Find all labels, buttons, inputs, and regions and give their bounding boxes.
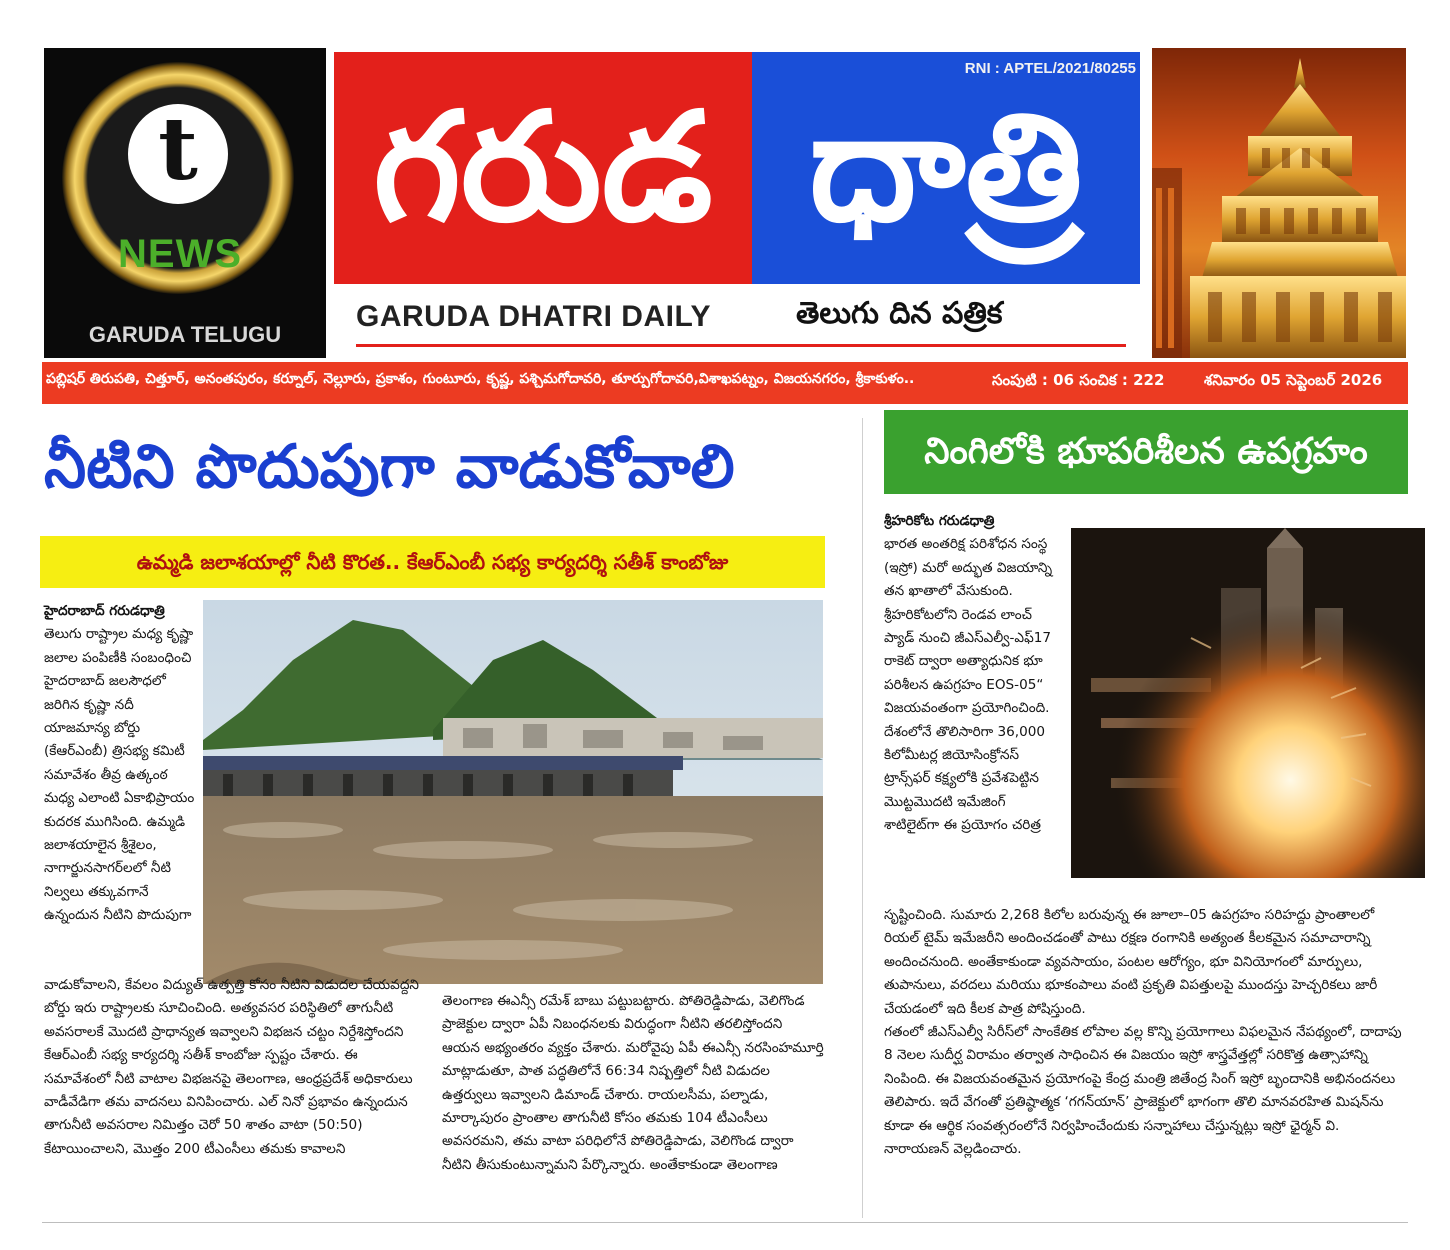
bottom-rule (42, 1222, 1408, 1223)
story2-column-1 (884, 510, 1062, 838)
masthead-title-left: గరుడ (373, 81, 713, 255)
logo-letter: t (158, 99, 198, 200)
masthead-english-name: GARUDA DHATRI DAILY (356, 300, 712, 333)
rni-number: RNI : APTEL/2021/80255 (964, 60, 1136, 77)
temple-image (1152, 48, 1406, 358)
edition-places: పబ్లిషర్ తిరుపతి, చిత్తూర్, అనంతపురం, కర్నూల్, నెల్లూరు, ప్రకాశం, గుంటూరు, కృష్ణ, పశ్చిమగోదావరి, తూర్పుగోదావరి,విశాఖపట్నం, విజయనగరం, శ్రీకాకుళం.. (46, 371, 915, 387)
story1-text-1: తెలుగు రాష్ట్రాల మధ్య కృష్ణా జలాల పంపిణీకి సంబంధించి హైదరాబాద్ జలసౌధలో జరిగిన కృష్ణా నదీ యాజమాన్య బోర్డు (కేఆర్ఎంబీ) త్రిసభ్య కమిటీ సమావేశం తీవ్ర ఉత్కంఠ మధ్య ఎలాంటి ఏకాభిప్రాయం కుదరక ముగిసింది. ఉమ్మడి జలాశయాలైన శ్రీశైలం, నాగార్జునసాగర్‌లలో నీటి నిల్వలు తక్కువగానే ఉన్నందున నీటిని పొదుపుగా (44, 626, 195, 924)
story2-paragraph-2: గతంలో జీఎస్ఎల్వీ సిరీస్‌లో సాంకేతిక లోపాల వల్ల కొన్ని ప్రయోగాలు విఫలమైన నేపథ్యంలో, దాదాపు 8 నెలల సుదీర్ఘ విరామం తర్వాత సాధించిన ఈ విజయం ఇస్రో శాస్త్రవేత్తల్లో సరికొత్త ఉత్సాహాన్ని నింపింది. ఈ విజయవంతమైన ప్రయోగంపై కేంద్ర మంత్రి జితేంద్ర సింగ్ ఇస్రో బృందానికి అభినందనలు తెలిపారు. ఇదే వేగంతో ప్రతిష్ఠాత్మక ‘గగన్‌యాన్’ ప్రాజెక్టులో భాగంగా తొలి మానవరహిత మిషన్‌ను కూడా ఈ ఆర్థిక సంవత్సరంలోనే నిర్వహించేందుకు సన్నాహాలు చేస్తున్నట్లు ఇస్రో ఛైర్మన్ వి. నారాయణన్ వెల్లడించారు. (884, 1024, 1402, 1158)
logo-caption: GARUDA TELUGU (88, 322, 282, 347)
story1-column-1-continued: వాడుకోవాలని, కేవలం విద్యుత్ ఉత్పత్తి కోసం నీటిని విడుదల చేయవద్దని బోర్డు ఇరు రాష్ట్రాలకు సూచించింది. అత్యవసర పరిస్థితిలో తాగునీటి అవసరాలకే మొదటి ప్రాధాన్యత ఇవ్వాలని విభజన చట్టం నిర్దేశిస్తోందని కేఆర్ఎంబీ సభ్య కార్యదర్శి సతీశ్ కాంబోజు స్పష్టం చేశారు. ఈ సమావేశంలో నీటి వాటాల విభజనపై తెలంగాణ, ఆంధ్రప్రదేశ్ అధికారులు వాడీవేడిగా తమ వాదనలు వినిపించారు. ఎల్ నినో ప్రభావం ఉన్నందున తాగునీటి అవసరాల నిమిత్తం చెరో 50 శాతం వాటా (50:50) కేటాయించాలని, మొత్తం 200 టీఎంసీలు తమకు కావాలని (44, 977, 419, 1157)
edition-strip (42, 362, 1408, 404)
story2-column-wide (884, 904, 1408, 1161)
story1-subhead: ఉమ్మడి జలాశయాల్లో నీటి కొరత.. కేఆర్ఎంబీ సభ్య కార్యదర్శి సతీశ్ కాంబోజు (136, 550, 729, 574)
story2-dateline: శ్రీహరికోట గరుడధాత్రి (884, 513, 995, 529)
story1-dateline: హైదరాబాద్ గరుడధాత్రి (44, 603, 165, 619)
masthead-title-right: ధాత్రి (809, 81, 1083, 255)
story2-paragraph-1: సృష్టించింది. సుమారు 2,268 కిలోల బరువున్న ఈ జూలా–05 ఉపగ్రహం సరిహద్దు ప్రాంతాలలో రియల్ టైమ్ ఇమేజరీని అందించడంతో పాటు రక్షణ రంగానికి అత్యంత కీలకమైన సమాచారాన్ని అందించనుంది. అంతేకాకుండా వ్యవసాయం, పంటల ఆరోగ్యం, భూ వినియోగంలో మార్పులు, తుపానులు, వరదలు మరియు భూకంపాలు వంటి ప్రకృతి విపత్తులపై ముందస్తు హెచ్చరికలు జారీ చేయడంలో ఇది కీలక పాత్ర పోషిస్తుంది. (884, 907, 1378, 1017)
story2-text-1: భారత అంతరిక్ష పరిశోధన సంస్థ (ఇస్రో) మరో అద్భుత విజయాన్ని తన ఖాతాలో వేసుకుంది. శ్రీహరికోటలోని రెండవ లాంచ్ ప్యాడ్ నుంచి జీఎస్ఎల్వీ-ఎఫ్17 రాకెట్ ద్వారా అత్యాధునిక భూ పరిశీలన ఉపగ్రహం EOS-05“ విజయవంతంగా ప్రయోగించింది. దేశంలోనే తొలిసారిగా 36,000 కిలోమీటర్ల జియోసింక్రోనస్ ట్రాన్స్‌ఫర్ కక్ష్యలోకి ప్రవేశపెట్టిన మొట్టమొదటి ఇమేజింగ్ శాటిలైట్‌గా ఈ ప్రయోగం చరిత్ర (884, 536, 1053, 834)
rocket-launch-photo (1071, 528, 1425, 878)
issue-number: సంపుటి : 06 సంచిక : 222 (992, 371, 1165, 389)
masthead-rule (356, 344, 1126, 347)
river-dam-photo (203, 600, 823, 984)
logo-news-text: NEWS (118, 232, 242, 276)
story1-headline: నీటిని పొదుపుగా వాడుకోవాలి (44, 432, 735, 502)
story1-column-2: తెలంగాణ ఈఎన్సీ రమేశ్ బాబు పట్టుబట్టారు. పోతిరెడ్డిపాడు, వెలిగొండ ప్రాజెక్టుల ద్వారా ఏపీ నిబంధనలకు విరుద్ధంగా నీటిని తరలిస్తోందని ఆయన అభ్యంతరం వ్యక్తం చేశారు. మరోవైపు ఏపీ ఈఎన్సీ నరసింహమూర్తి మాట్లాడుతూ, పాత పద్ధతిలోనే 66:34 నిష్పత్తిలో నీటి విడుదల ఉత్తర్వులు ఇవ్వాలని డిమాండ్ చేశారు. రాయలసీమ, పల్నాడు, మార్కాపురం ప్రాంతాల తాగునీటి కోసం తమకు 104 టీఎంసీలు అవసరమని, తమ వాటా పరిధిలోనే పోతిరెడ్డిపాడు, వెలిగొండ ద్వారా నీటిని తీసుకుంటున్నామని పేర్కొన్నారు. అంతేకాకుండా తెలంగాణ (442, 993, 824, 1173)
issue-date: శనివారం 05 సెప్టెంబర్ 2026 (1204, 371, 1383, 389)
masthead-telugu-tagline: తెలుగు దిన పత్రిక (796, 296, 1003, 331)
story1-column-1 (44, 600, 196, 928)
column-divider (862, 418, 863, 1218)
story2-headline: నింగిలోకి భూపరిశీలన ఉపగ్రహం (924, 431, 1368, 472)
